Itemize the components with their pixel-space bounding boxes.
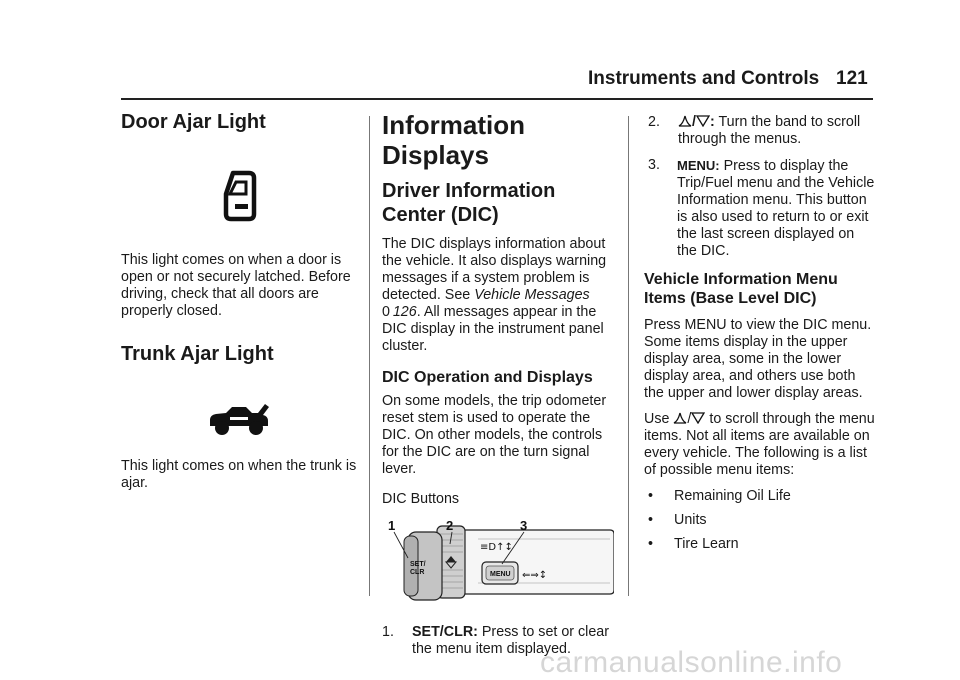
page-number: 121 [836,68,868,89]
down-arrow-icon [696,114,710,130]
column-divider-2 [628,116,629,596]
up-arrow-icon [678,114,692,130]
vehicle-messages-link[interactable]: Vehicle Messages [474,287,590,303]
dic-operation-body: On some models, the trip odometer reset stem is used to operate the DIC. On other models, the controls for the DIC are on the turn signal lever. [382,393,607,477]
svg-text:≡D↑↕: ≡D↑↕ [480,542,513,553]
door-ajar-body: This light comes on when a door is open or not securely latched. Before driving, check that all doors are properly closed. [121,252,351,319]
dic-buttons-label: DIC Buttons [382,491,460,507]
up-arrow-icon [673,411,687,427]
dic-body: The DIC displays information about the vehicle. It also displays warning messages if a system problem is detected. See Vehicle Messages 0 126. All messages appear in the DIC display in the instrument panel cluster. [382,236,607,354]
callout-1: 1 [388,518,396,533]
setclr-term: SET/CLR: [412,624,478,640]
scroll-instruction: Use / to scroll through the menu items. Not all items are available on every vehicle. The following is a list of possible menu items: [644,411,875,478]
callout-3: 3 [520,518,528,533]
trunk-ajar-icon [208,402,270,438]
column-2 [382,110,614,658]
door-ajar-icon [219,168,259,224]
menu-items-list [644,488,876,553]
column-divider-1 [369,116,370,596]
door-ajar-heading: Door Ajar Light [121,111,266,133]
list-item-3: 3. MENU: Press to display the Trip/Fuel menu and the Vehicle Information menu. This button is also used to return to or exit the last screen displayed on the DIC. [648,157,875,259]
list-item: • Remaining Oil Life [648,488,791,504]
header-rule [121,98,873,100]
trunk-ajar-body: This light comes on when the trunk is ajar. [121,458,357,491]
trunk-ajar-heading: Trunk Ajar Light [121,343,274,365]
column-3 [644,114,876,560]
dic-heading: Driver Information Center (DIC) [382,180,556,226]
list-item: • Units [648,512,707,528]
vehicle-info-menu-body: Press MENU to view the DIC menu. Some items display in the upper display area, some in the lower display area, and others use both the upper and lower display areas. [644,317,872,401]
running-header-title: Instruments and Controls [588,68,820,89]
setclr-label: SET/ [410,561,426,568]
dic-operation-heading: DIC Operation and Displays [382,369,593,386]
list-item-1: 1. SET/CLR: Press to set or clear the menu item displayed. [382,624,610,657]
menu-term: MENU: [677,158,720,173]
information-displays-heading: Information Displays [382,110,525,170]
menu-button-label: MENU [490,571,511,578]
vehicle-info-menu-heading: Vehicle Information Menu Items (Base Level DIC) [644,271,838,307]
callout-2: 2 [446,518,454,533]
down-arrow-icon [691,411,705,427]
svg-text:CLR: CLR [410,569,425,576]
svg-text:⇐⇒↕: ⇐⇒↕ [522,570,548,581]
watermark: carmanualsonline.info [540,646,843,679]
page-ref-number[interactable]: 126 [392,304,417,320]
dic-buttons-figure [382,518,614,618]
list-item: • Tire Learn [648,536,739,552]
list-item-2: 2. / : Turn the band to scroll through the menus. [648,114,861,147]
page-ref-arrow: 0 [382,304,390,320]
column-1 [121,110,357,492]
